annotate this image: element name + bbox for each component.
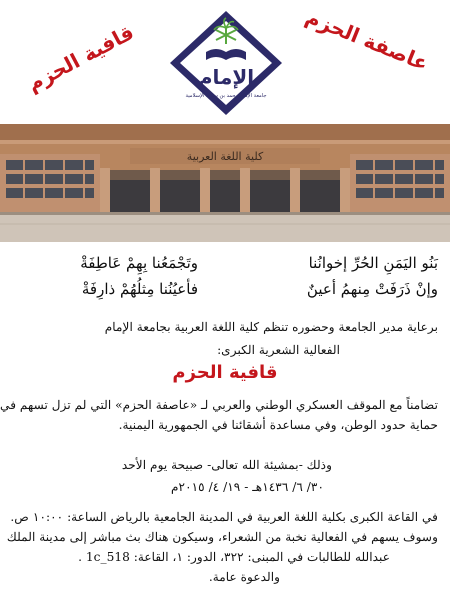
stamp-qafiyat-al-hazm: قافية الحزم [23,19,138,97]
event-title: قافية الحزم [172,362,278,383]
college-building-photo [0,124,450,242]
building-sign: كلية اللغة العربية [186,150,264,163]
solidarity-line-2: حماية حدود الوطن، وفي مساعدة أشقائنا في الجمهورية اليمنية. [118,418,438,432]
date-values: ٣٠/ ٦/ ١٤٣٦هـ - ١٩/ ٤/ ٢٠١٥م [170,480,324,494]
logo-word: الإمام [197,65,255,89]
verse-1-first-hemistich: بَنُو اليَمَنِ الحُرِّ إخوانُنا [308,254,438,272]
event-intro: الفعالية الشعرية الكبرى: [217,343,340,357]
poem-verses [0,250,450,310]
venue-line-2: وسوف يسهم في الفعالية نخبة من الشعراء، وسيكون هناك بث مباشر إلى مدينة الملك [6,530,438,544]
invitation-note: والدعوة عامة. [208,570,280,584]
sponsor-line: برعاية مدير الجامعة وحضوره تنظم كلية اللغة العربية بجامعة الإمام [104,320,438,334]
solidarity-line-1: تضامناً مع الموقف العسكري الوطني والعربي لـ «عاصفة الحزم» التي لم تزل تسهم في [0,398,438,412]
university-logo [166,8,286,118]
verse-2-second-hemistich: فأعيُنُنا مِثلُهُمْ ذارِفَةْ [81,280,198,298]
verse-2-first-hemistich: وإنْ ذَرَفَتْ مِنهمُ أعينٌ [306,280,438,298]
stamp-asifat-al-hazm: عاصفة الحزم [302,4,432,76]
logo-caption: جامعة الإمام محمد بن سعود الإسلامية [185,93,267,99]
verse-1-second-hemistich: وتَجْمَعُنا بِهِمْ عَاطِفَةْ [80,254,198,272]
building-drawing [0,124,450,242]
venue-line-1: في القاعة الكبرى بكلية اللغة العربية في المدينة الجامعية بالرياض الساعة: ١٠:٠٠ ص. [10,510,438,524]
date-line: وذلك -بمشيئة الله تعالى- صبيحة يوم الأحد [121,458,332,472]
venue-line-3: عبدالله للطالبات في المبنى: ٣٢٢، الدور: ١، القاعة: 1c_518 . [78,550,390,564]
